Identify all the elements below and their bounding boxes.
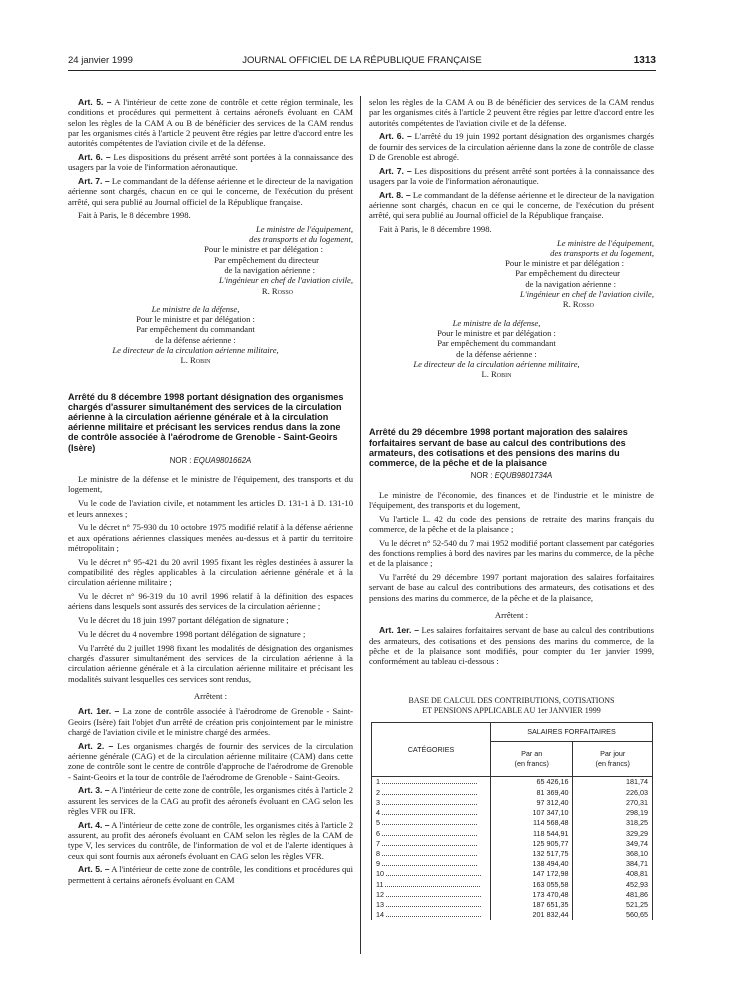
header-par-jour — [573, 742, 653, 777]
article — [68, 176, 353, 207]
article — [68, 706, 353, 737]
table-row — [372, 890, 653, 900]
decree-intro: Le ministre de l'économie, des finances et de l'industrie et le ministre de l'équipement, des transports et du logement, — [369, 489, 654, 510]
article — [68, 785, 353, 816]
column-divider — [360, 96, 361, 954]
sig-line: Par empêchement du directeur — [214, 254, 319, 265]
sig-line: L'ingénieur en chef de l'aviation civile, — [520, 289, 654, 300]
signatory-name: R. Rosso — [261, 285, 293, 296]
visa: Vu le décret n° 52-540 du 7 mai 1952 modifié portant classement par catégories des fonctions remplies à bord des navires par les marins du commerce, de la pêche et de la plaisance ; — [369, 537, 654, 569]
cell-category — [372, 818, 491, 828]
signature-civil — [369, 238, 654, 310]
article-label: Art. 4. – — [78, 819, 110, 830]
article-label: Art. 2. – — [78, 740, 114, 751]
leader-dots — [386, 869, 481, 876]
cell-par-jour: 452,93 — [573, 880, 653, 890]
category-number: 6 — [376, 828, 380, 838]
right-column — [369, 97, 654, 920]
table-title-line: ET PENSIONS APPLICABLE AU 1er JANVIER 1999 — [422, 706, 601, 716]
article-text: Les dispositions du présent arrêté sont portées à la connaissance des usagers par la voie de l'information aéronautique. — [369, 165, 654, 187]
journal-title: JOURNAL OFFICIEL DE LA RÉPUBLIQUE FRANÇAISE — [242, 55, 482, 66]
leader-dots — [382, 829, 477, 836]
article-text: Les organismes chargés de fournir des services de la circulation aérienne générale (CAG) et de la circulation aérienne militaire (CAM) dans cette zone de contrôle sont le centre de contrôle d'approche de l'aérodrome de Grenoble - Saint-Geoirs et la tour de contrôle de l'aérodrome de Grenoble - Saint-Geoirs. — [68, 740, 353, 782]
article-label: Art. 7. – — [379, 165, 412, 176]
sig-line: des transports et du logement, — [550, 247, 654, 258]
sig-line: Pour le ministre et par délégation : — [505, 258, 624, 269]
cell-par-jour: 329,29 — [573, 829, 653, 839]
table-row — [372, 839, 653, 849]
sig-line: Le ministre de la défense, — [452, 317, 541, 328]
cell-category — [372, 788, 491, 798]
cell-par-an: 125 905,77 — [491, 839, 573, 849]
header-par-an — [491, 742, 573, 777]
visa: Vu l'arrêté du 29 décembre 1997 portant majoration des salaires forfaitaires servant de base au calcul des contributions des armateurs, des cotisations et des pensions des marins du commerce, de la pêche et de la plaisance, — [369, 572, 654, 603]
sig-line: Le ministre de l'équipement, — [256, 223, 353, 234]
category-number: 5 — [376, 818, 380, 828]
cell-par-jour: 270,31 — [573, 798, 653, 808]
category-number: 10 — [376, 869, 384, 879]
cell-category — [372, 859, 491, 869]
visa: Vu le décret n° 75-930 du 10 octobre 1975 modifié relatif à la défense aérienne et aux opérations aériennes classiques menées au-dessus et à partir du territoire métropolitain ; — [68, 522, 353, 553]
visa: Vu le décret n° 95-421 du 20 avril 1995 fixant les règles destinées à assurer la compatibilité des règles applicables à la circulation aérienne générale et à la circulation aérienne militaire ; — [68, 556, 353, 588]
continued-text: selon les règles de la CAM A ou B de bénéficier des services de la CAM rendus par les organismes cités à l'article 2 peuvent être régies par lettre d'accord entre les autorités compétentes de l'aviation civile et de la défense. — [369, 97, 654, 128]
cell-par-jour: 226,03 — [573, 788, 653, 798]
signatory-name: R. Rosso — [562, 299, 594, 310]
cell-par-jour: 521,25 — [573, 900, 653, 910]
leader-dots — [382, 839, 477, 846]
cell-category — [372, 829, 491, 839]
cell-par-jour: 384,71 — [573, 859, 653, 869]
visa: Vu le décret du 18 juin 1997 portant délégation de signature ; — [78, 615, 289, 626]
nor-code: EQUB9801734A — [494, 471, 553, 481]
sig-line: de la défense aérienne : — [155, 334, 236, 345]
article — [68, 820, 353, 861]
header-salaires: SALAIRES FORFAITAIRES — [491, 723, 653, 742]
table-row — [372, 818, 653, 828]
arretent: Arrêtent : — [193, 690, 228, 701]
leader-dots — [382, 777, 477, 784]
sig-line: de la navigation aérienne : — [525, 278, 616, 289]
table-row — [372, 910, 653, 920]
header-par-an-l1: Par an — [521, 749, 543, 759]
sig-line: des transports et du logement, — [249, 234, 353, 245]
visas-list — [369, 514, 654, 603]
visas-list — [68, 498, 353, 684]
article-label: Art. 1er. – — [379, 625, 419, 636]
table-title — [369, 696, 654, 716]
category-number: 1 — [376, 777, 380, 787]
articles-list — [369, 131, 654, 220]
category-number: 8 — [376, 848, 380, 858]
decree-title: Arrêté du 8 décembre 1998 portant désignation des organismes chargés d'assurer simultanément des services de la circulation aérienne à la circulation aérienne générale et à la circulation aérienne militaire et précisant les services rendus dans la zone de contrôle associée à l'aérodrome de Grenoble - Saint-Geoirs (Isère) — [68, 391, 344, 453]
nor-label: NOR : — [470, 471, 493, 481]
cell-par-an: 81 369,40 — [491, 788, 573, 798]
left-column — [68, 97, 353, 889]
leader-dots — [382, 808, 477, 815]
cell-par-jour: 560,65 — [573, 910, 653, 920]
table-row — [372, 829, 653, 839]
leader-dots — [382, 849, 477, 856]
sig-line: Le directeur de la circulation aérienne militaire, — [413, 358, 580, 369]
cell-par-jour: 181,74 — [573, 777, 653, 788]
page-header — [68, 55, 656, 69]
cell-par-jour: 408,81 — [573, 869, 653, 879]
previous-decree-end — [68, 97, 353, 207]
sig-line: Par empêchement du commandant — [136, 324, 255, 335]
article-text: La zone de contrôle associée à l'aérodrome de Grenoble - Saint-Geoirs (Isère) fait l'objet d'un arrêté de création pris conjointement par le ministre chargé de l'aviation civile et le ministre chargé des armées. — [68, 706, 354, 737]
leader-dots — [386, 900, 481, 907]
article-text: Les salaires forfaitaires servant de base au calcul des contributions des armateurs, des cotisations et des pensions des marins du commerce, de la pêche et de la plaisance sont modifiés, pour compter du 1er janvier 1999, conformément au tableau ci-dessous : — [369, 625, 654, 667]
article-label: Art. 6. – — [78, 151, 111, 162]
header-rule — [68, 70, 656, 71]
cell-category — [372, 798, 491, 808]
header-par-an-l2: (en francs) — [514, 759, 549, 769]
category-number: 2 — [376, 787, 380, 797]
cell-category — [372, 880, 491, 890]
article-label: Art. 5. – — [78, 97, 112, 107]
sig-line: Le ministre de la défense, — [151, 303, 240, 314]
cell-par-an: 65 426,16 — [491, 777, 573, 788]
sig-line: de la navigation aérienne : — [224, 264, 315, 275]
cell-par-jour: 349,74 — [573, 839, 653, 849]
nor-label: NOR : — [169, 455, 192, 465]
sig-line: de la défense aérienne : — [456, 348, 537, 359]
articles-list — [68, 706, 353, 885]
table-row — [372, 869, 653, 879]
leader-dots — [382, 818, 477, 825]
sig-line: Le directeur de la circulation aérienne militaire, — [112, 345, 279, 356]
table-row — [372, 849, 653, 859]
header-par-jour-l2: (en francs) — [595, 759, 630, 769]
decree-intro: Le ministre de la défense et le ministre de l'équipement, des transports et du logement, — [68, 474, 353, 495]
article-label: Art. 3. – — [78, 785, 110, 796]
article — [68, 741, 353, 782]
cell-par-jour: 368,10 — [573, 849, 653, 859]
category-number: 11 — [376, 879, 384, 889]
nor-reference — [369, 471, 654, 481]
table-row — [372, 859, 653, 869]
leader-dots — [386, 890, 481, 897]
article-text: A l'intérieur de cette zone de contrôle, les organismes cités à l'article 2 assurent, au profit des aéronefs évoluant en CAM selon les règles de la CAM de type V, les services du contrôle, de l'information de vol et de l'alerte identiques à ceux qui sont fournis aux aéronefs évoluant en CAG selon les règles VFR. — [68, 819, 353, 861]
sig-line: Par empêchement du commandant — [437, 338, 556, 349]
visa: Vu le code de l'aviation civile, et notamment les articles D. 131-1 à D. 131-10 et leurs annexes ; — [68, 498, 353, 519]
nor-reference — [68, 456, 353, 466]
visa: Vu le décret n° 96-319 du 10 avril 1996 relatif à la définition des espaces aériens dans lesquels sont assurés des services de la circulation aérienne ; — [68, 591, 353, 612]
article-label: Art. 6. – — [379, 131, 412, 142]
cell-par-jour: 318,25 — [573, 818, 653, 828]
article-text: Le commandant de la défense aérienne et le directeur de la navigation aérienne sont chargés, chacun en ce qui le concerne, de l'exécution du présent arrêté, qui sera publié au Journal officiel de la République française. — [68, 176, 353, 207]
cell-par-an: 147 172,98 — [491, 869, 573, 879]
cell-par-an: 187 651,35 — [491, 900, 573, 910]
leader-dots — [386, 910, 481, 917]
sig-line: Pour le ministre et par délégation : — [437, 327, 556, 338]
cell-par-jour: 481,86 — [573, 890, 653, 900]
cell-par-an: 118 544,91 — [491, 829, 573, 839]
sig-line: L'ingénieur en chef de l'aviation civile, — [219, 275, 353, 286]
article-text: Le commandant de la défense aérienne et le directeur de la navigation aérienne sont chargés, chacun en ce qui le concerne, de l'exécution du présent arrêté, qui sera publié au Journal officiel de la République française. — [369, 189, 654, 221]
table-row — [372, 777, 653, 788]
article — [68, 864, 353, 885]
category-number: 13 — [376, 899, 384, 909]
signatory-name: L. Robin — [481, 369, 512, 380]
cell-category — [372, 900, 491, 910]
cell-category — [372, 849, 491, 859]
article — [369, 131, 654, 162]
article — [369, 166, 654, 187]
fait-a-paris: Fait à Paris, le 8 décembre 1998. — [379, 224, 492, 235]
fait-a-paris: Fait à Paris, le 8 décembre 1998. — [78, 210, 191, 221]
header-categories: CATÉGORIES — [372, 723, 491, 777]
article-label: Art. 1er. – — [78, 706, 120, 717]
sig-line: Pour le ministre et par délégation : — [136, 314, 255, 325]
page-number: 1313 — [633, 55, 656, 66]
table-row — [372, 798, 653, 808]
table-row — [372, 900, 653, 910]
sig-line: Par empêchement du directeur — [515, 268, 620, 279]
leader-dots — [382, 788, 477, 795]
cell-par-jour: 298,19 — [573, 808, 653, 818]
article-label: Art. 7. – — [78, 176, 110, 187]
signature-civil — [68, 224, 353, 296]
category-number: 9 — [376, 859, 380, 869]
category-number: 3 — [376, 797, 380, 807]
sig-line: Le ministre de l'équipement, — [557, 237, 654, 248]
signature-defense — [339, 318, 654, 380]
cell-par-an: 107 347,10 — [491, 808, 573, 818]
cell-par-an: 163 055,58 — [491, 880, 573, 890]
article-label: Art. 5. – — [78, 864, 110, 875]
cell-category — [372, 869, 491, 879]
decree-title: Arrêté du 29 décembre 1998 portant majoration des salaires forfaitaires servant de base au calcul des contributions des armateurs, des cotisations et des pensions des marins du commerce, de la pêche et de la plaisance — [369, 427, 628, 469]
article-text: Les dispositions du présent arrêté sont portées à la connaissance des usagers par la voie de l'information aéronautique. — [68, 151, 353, 173]
salary-table — [371, 722, 653, 920]
cell-category — [372, 890, 491, 900]
nor-code: EQUA9801662A — [193, 455, 252, 465]
issue-date: 24 janvier 1999 — [68, 55, 133, 66]
sig-line: Pour le ministre et par délégation : — [204, 244, 323, 255]
cell-par-an: 201 832,44 — [491, 910, 573, 920]
cell-category — [372, 808, 491, 818]
cell-par-an: 114 568,48 — [491, 818, 573, 828]
signatory-name: L. Robin — [180, 355, 211, 366]
visa: Vu l'arrêté du 2 juillet 1998 fixant les modalités de désignation des organismes chargés d'assurer simultanément des services de la circulation aérienne à la circulation aérienne générale et à la circulation aérienne militaire et précisant les modalités suivant lesquelles ces services sont rendus, — [68, 642, 353, 684]
article — [68, 152, 353, 173]
category-number: 7 — [376, 838, 380, 848]
arretent: Arrêtent : — [494, 610, 529, 620]
table-title-line: BASE DE CALCUL DES CONTRIBUTIONS, COTISATIONS — [408, 696, 615, 706]
leader-dots — [382, 798, 477, 805]
article — [68, 97, 353, 148]
category-number: 4 — [376, 808, 380, 818]
category-number: 12 — [376, 889, 384, 899]
cell-category — [372, 839, 491, 849]
article-text: A l'intérieur de cette zone de contrôle et cette région terminale, les conditions et procédures qui permettent à certains aéronefs évoluant en CAM selon les règles de la CAM A ou B de bénéficier des services de la CAM rendus par les organismes cités à l'article 2 peuvent être régies par lettre d'accord entre les autorités compétentes de l'aviation civile et de la défense. — [68, 97, 353, 149]
article-text: L'arrêté du 19 juin 1992 portant désignation des organismes chargés de fournir des services de la circulation aérienne dans la zone de contrôle de classe D de Grenoble est abrogé. — [369, 131, 654, 162]
article-text: A l'intérieur de cette zone de contrôle, les organismes cités à l'article 2 assurent les services de la CAG au profit des aéronefs évoluant en CAG selon les règles VFR ou IFR. — [68, 785, 353, 816]
cell-category — [372, 910, 491, 920]
leader-dots — [382, 859, 477, 866]
header-par-jour-l1: Par jour — [600, 749, 626, 759]
article-1 — [369, 625, 654, 666]
visa: Vu le décret du 4 novembre 1998 portant délégation de signature ; — [78, 629, 306, 639]
cell-par-an: 97 312,40 — [491, 798, 573, 808]
cell-category — [372, 777, 491, 788]
article-text: A l'intérieur de cette zone de contrôle, les conditions et procédures qui permettent à certains aéronefs évoluant en CAM — [68, 864, 353, 885]
category-number: 14 — [376, 910, 384, 920]
article — [369, 190, 654, 221]
table-row — [372, 808, 653, 818]
visa: Vu l'article L. 42 du code des pensions de retraite des marins français du commerce, de la pêche et de la plaisance ; — [369, 513, 654, 534]
signature-defense — [38, 304, 353, 366]
cell-par-an: 132 517,75 — [491, 849, 573, 859]
cell-par-an: 138 494,40 — [491, 859, 573, 869]
cell-par-an: 173 470,48 — [491, 890, 573, 900]
article-label: Art. 8. – — [379, 189, 411, 200]
table-row — [372, 788, 653, 798]
table-row — [372, 880, 653, 890]
leader-dots — [385, 880, 480, 887]
